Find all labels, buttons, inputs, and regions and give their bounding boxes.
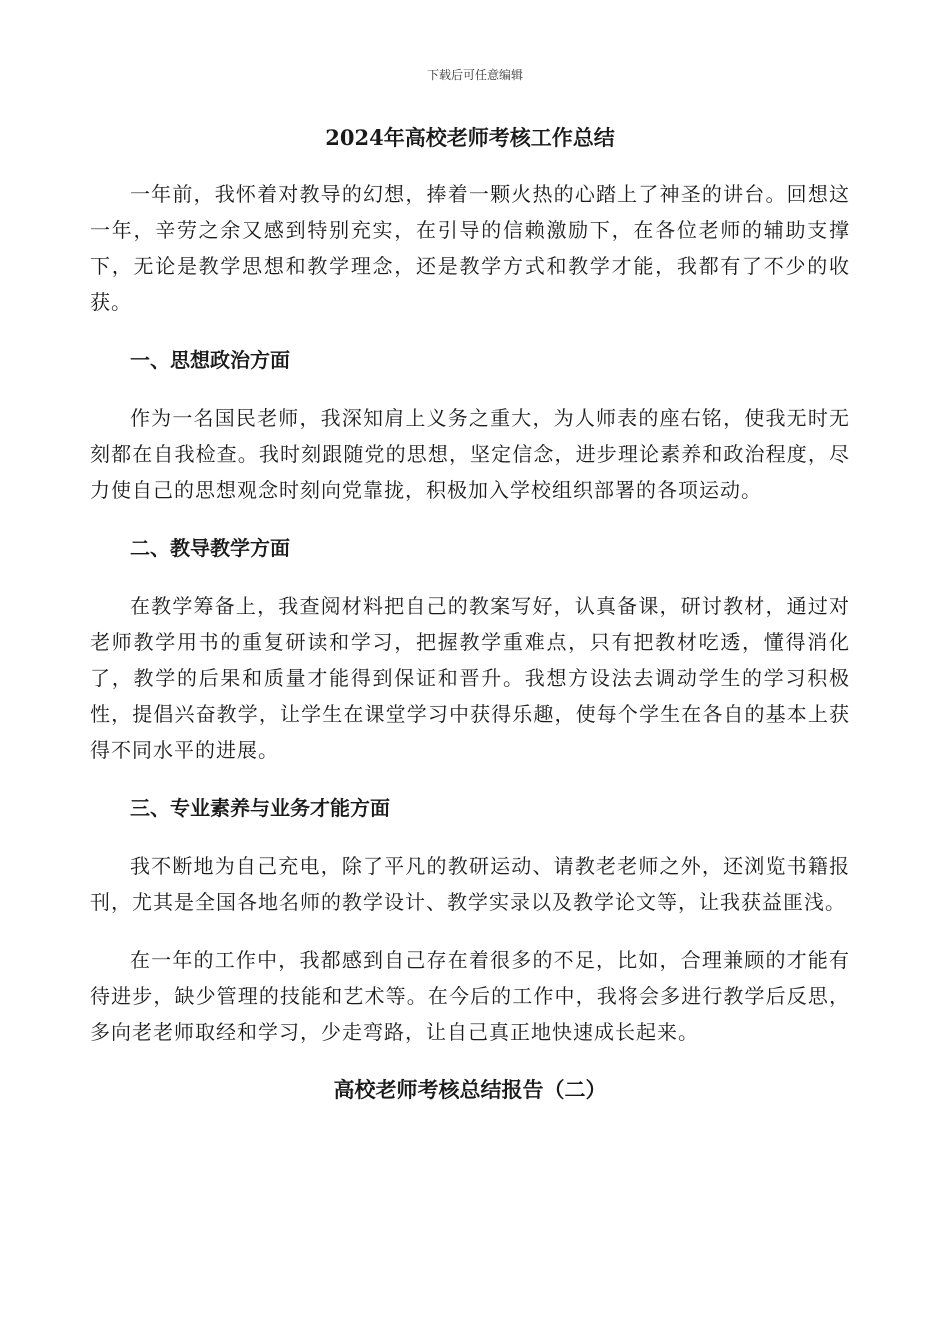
section-heading-ideology: 一、思想政治方面: [130, 348, 290, 372]
document-content: [90, 120, 850, 1108]
section-heading-professional: 三、专业素养与业务才能方面: [130, 796, 390, 820]
section-heading-teaching: 二、教导教学方面: [130, 536, 290, 560]
section-paragraph-ideology: 作为一名国民老师，我深知肩上义务之重大，为人师表的座右铭，使我无时无刻都在自我检查。我时刻跟随党的思想，坚定信念，进步理论素养和政治程度，尽力使自己的思想观念时刻向党靠拢，积极加入学校组织部署的各项运动。: [90, 406, 850, 502]
section-paragraph-professional-2: 在一年的工作中，我都感到自己存在着很多的不足，比如，合理兼顾的才能有待进步，缺少管理的技能和艺术等。在今后的工作中，我将会多进行教学后反思，多向老老师取经和学习，少走弯路，让自己真正地快速成长起来。: [90, 948, 850, 1044]
next-report-title: 高校老师考核总结报告（二）: [333, 1077, 607, 1102]
header-note: 下载后可任意编辑: [426, 68, 523, 82]
section-paragraph-professional-1: 我不断地为自己充电，除了平凡的教研运动、请教老老师之外，还浏览书籍报刊，尤其是全国各地名师的教学设计、教学实录以及教学论文等，让我获益匪浅。: [90, 854, 850, 914]
section-paragraph-teaching: 在教学筹备上，我查阅材料把自己的教案写好，认真备课，研讨教材，通过对老师教学用书的重复研读和学习，把握教学重难点，只有把教材吃透，懂得消化了，教学的后果和质量才能得到保证和晋升。我想方设法去调动学生的学习积极性，提倡兴奋教学，让学生在课堂学习中获得乐趣，使每个学生在各自的基本上获得不同水平的进展。: [90, 594, 850, 762]
document-title: 2024年高校老师考核工作总结: [325, 125, 615, 150]
intro-paragraph: 一年前，我怀着对教导的幻想，捧着一颗火热的心踏上了神圣的讲台。回想这一年，辛劳之余又感到特别充实，在引导的信赖激励下，在各位老师的辅助支撑下，无论是教学思想和教学理念，还是教学方式和教学才能，我都有了不少的收获。: [90, 182, 850, 314]
